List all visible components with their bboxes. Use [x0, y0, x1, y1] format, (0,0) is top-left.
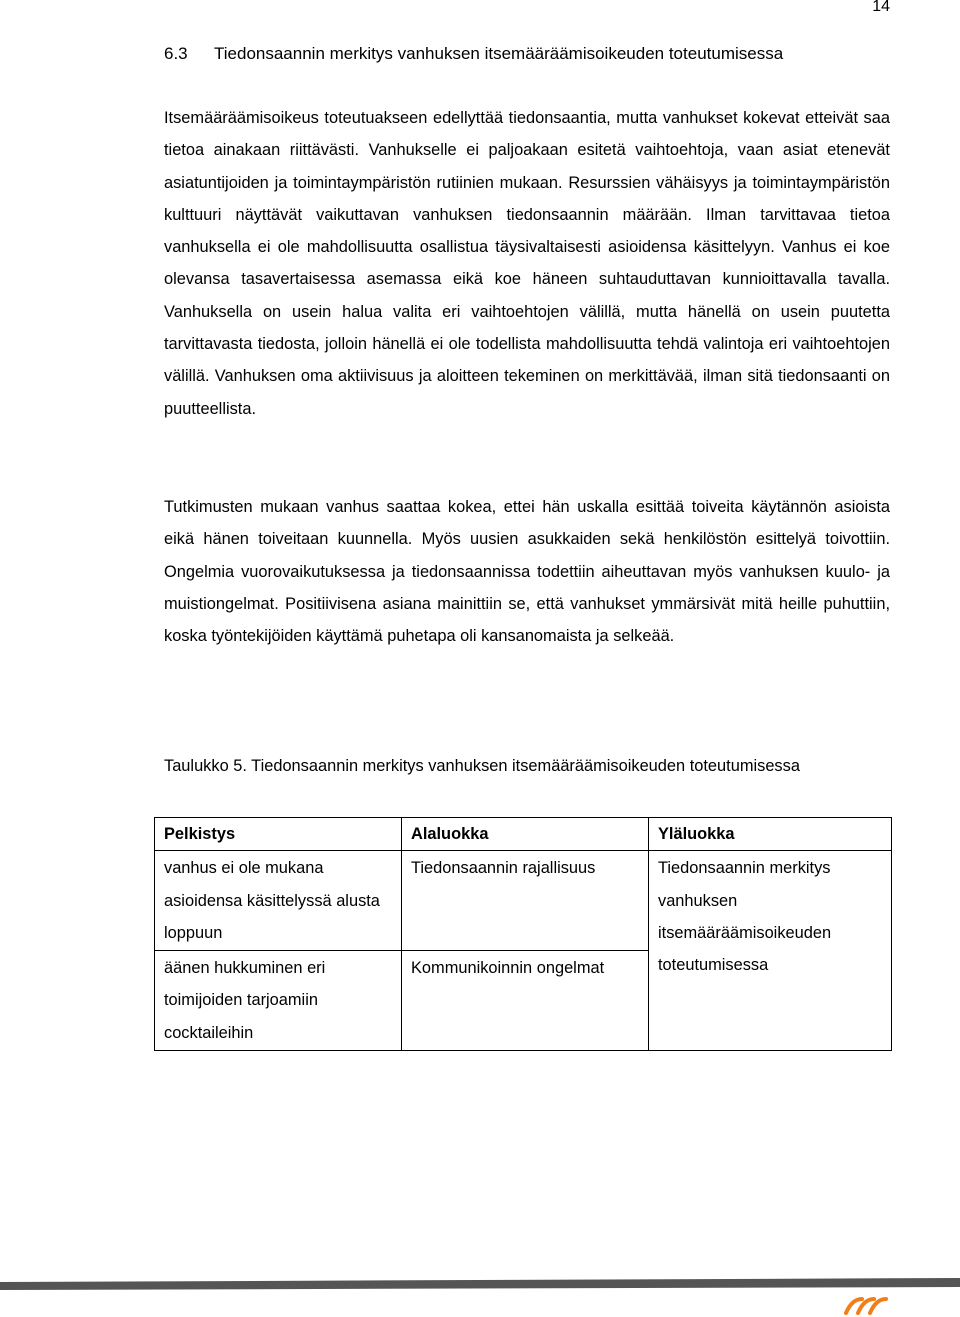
paragraph-1: Itsemääräämisoikeus toteutuakseen edellyttää tiedonsaantia, mutta vanhukset kokevat etteivät saa tietoa ainakaan riittävästi. Vanhukselle ei paljoakaan esitetä vaihtoehtoja, vaan asiat etenevät asiatuntijoiden ja toimintaympäristön rutiinien mukaan. Resurssien vähäisyys ja toimintaympäristön kulttuuri näyttävät vaikuttavan vanhuksen tiedonsaannin määrään. Ilman tarvittavaa tietoa vanhuksella ei ole mahdollisuutta osallistua täysivaltaisesti asioidensa käsittelyyn. Vanhus ei koe olevansa tasavertaisessa asemassa eikä koe häneen suhtauduttavan kunnioittavalla tavalla. Vanhuksella on usein halua valita eri vaihtoehtojen välillä, mutta hänellä on usein puutetta tarvittavasta tiedosta, jolloin hänellä ei ole todellista mahdollisuutta tehdä valintoja eri vaihtoehtojen välillä. Vanhuksen oma aktiivisuus ja aloitteen tekeminen on merkittävää, ilman sitä tiedonsaanti on puutteellista. — [164, 109, 890, 418]
paragraph-2: Tutkimusten mukaan vanhus saattaa kokea, ettei hän uskalla esittää toiveita käytännön asioista eikä hänen toiveitaan kuunnella. Myös uusien asukkaiden sekä henkilöstön esittelyä toivottiin. Ongelmia vuorovaikutuksessa ja tiedonsaannissa todettiin aiheuttavan myös vanhuksen kuulo- ja muistiongelmat. Positiivisena asiana mainittiin se, että vanhukset ymmärsivät mitä heille puhuttiin, koska työntekijöiden käyttämä puhetapa oli kansanomaista ja selkeää. — [164, 498, 890, 646]
header-subcategory: Alaluokka — [402, 818, 649, 851]
logo-icon — [842, 1293, 890, 1315]
cell-reduction: vanhus ei ole mukana asioidensa käsittelyssä alusta loppuun — [155, 851, 402, 951]
header-upper-category: Yläluokka — [649, 818, 892, 851]
footer-bar — [0, 1278, 960, 1292]
cell-subcategory: Kommunikoinnin ongelmat — [402, 951, 649, 1051]
page-number: 14 — [872, 0, 890, 15]
header-reduction: Pelkistys — [155, 818, 402, 851]
section-heading — [164, 44, 783, 64]
cell-subcategory: Tiedonsaannin rajallisuus — [402, 851, 649, 951]
table-row — [155, 851, 892, 951]
table-header-row — [155, 818, 892, 851]
cell-reduction: äänen hukkuminen eri toimijoiden tarjoamiin cocktaileihin — [155, 951, 402, 1051]
section-number: 6.3 — [164, 44, 188, 63]
table-caption: Taulukko 5. Tiedonsaannin merkitys vanhuksen itsemääräämisoikeuden toteutumisessa — [164, 757, 800, 775]
data-table — [154, 817, 892, 1051]
cell-upper-category: Tiedonsaannin merkitys vanhuksen itsemääräämisoikeuden toteutumisessa — [649, 851, 892, 1051]
section-title: Tiedonsaannin merkitys vanhuksen itsemääräämisoikeuden toteutumisessa — [214, 44, 784, 63]
